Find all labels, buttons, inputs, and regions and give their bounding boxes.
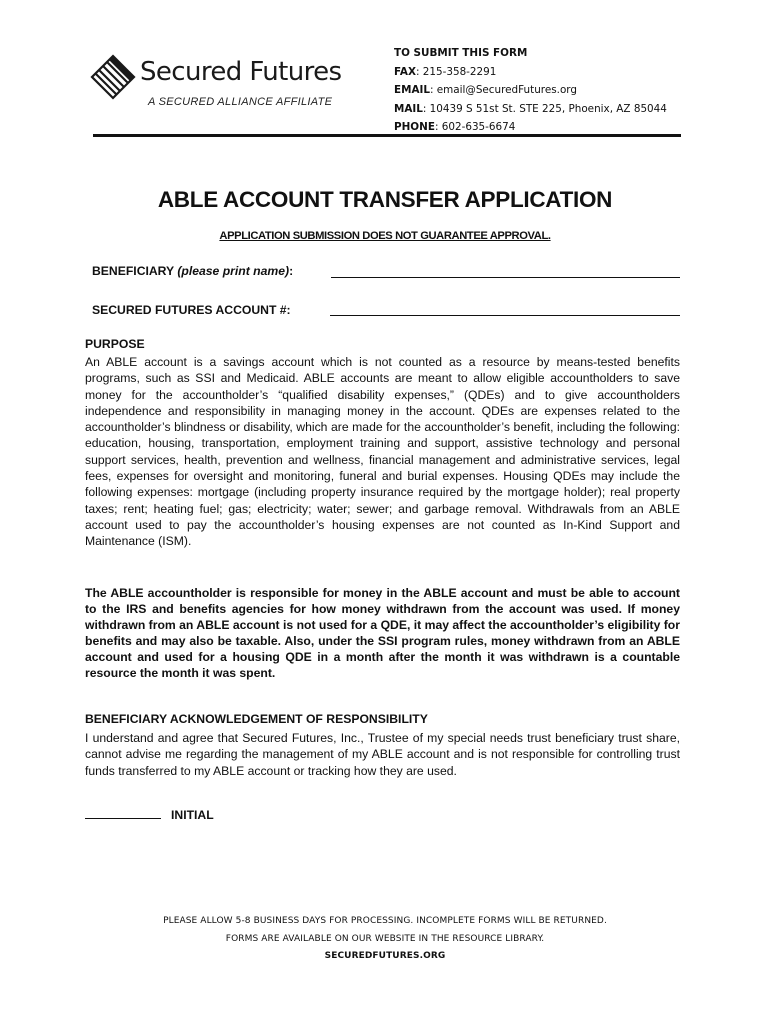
logo-name: Secured Futures [140,57,342,87]
initial-field[interactable] [85,806,161,819]
phone-value: : 602-635-6674 [434,121,516,133]
initial-label: INITIAL [171,808,214,822]
header-divider [93,134,681,137]
mail-label: MAIL [394,102,423,115]
beneficiary-name-field[interactable] [331,277,680,278]
mail-line [394,100,667,119]
account-number-field[interactable] [330,315,680,316]
submission-info [394,44,667,137]
logo-mark-icon [90,54,136,100]
acknowledgement-heading: BENEFICIARY ACKNOWLEDGEMENT OF RESPONSIBILITY [85,712,428,726]
initial-row [85,806,214,822]
form-subtitle: APPLICATION SUBMISSION DOES NOT GUARANTEE APPROVAL. [219,230,551,242]
email-value[interactable]: : email@SecuredFutures.org [429,84,577,96]
purpose-heading: PURPOSE [85,337,145,351]
beneficiary-colon: : [289,264,294,278]
company-logo [90,52,370,114]
beneficiary-label-text: BENEFICIARY [92,264,178,278]
phone-label: PHONE [394,121,435,133]
submit-heading: TO SUBMIT THIS FORM [394,47,528,59]
email-line [394,81,667,100]
fax-value: : 215-358-2291 [415,65,497,78]
email-label: EMAIL [394,84,430,96]
fax-label: FAX [394,65,416,78]
acknowledgement-body: I understand and agree that Secured Futures, Inc., Trustee of my special needs trust beneficiary trust share, cannot advise me regarding the management of my ABLE account and is not responsible for controlling trust funds transferred to my ABLE account or tracking how they are used. [85,731,680,778]
footer-forms-note: FORMS ARE AVAILABLE ON OUR WEBSITE IN THE RESOURCE LIBRARY. [225,934,545,944]
fax-line [394,63,667,82]
logo-tagline: A SECURED ALLIANCE AFFILIATE [148,96,333,108]
purpose-body: An ABLE account is a savings account which is not counted as a resource by means-tested benefits programs, such as SSI and Medicaid. ABLE accounts are meant to allow eligible accountholders to save money for the accountholder’s “qualified disability expenses,” (QDEs) and to give accountholders independence and responsibility in managing money in the account. QDEs are expenses related to the accountholder’s blindness or disability, which are made for the accountholder’s benefit, including the following: education, housing, transportation, employment training and support, assistive technology and personal support services, health, prevention and wellness, financial management and administrative services, legal fees, expenses for oversight and monitoring, funeral and burial expenses. Housing QDEs may include the following expenses: mortgage (including property insurance required by the mortgage holder); real property taxes; rent; heating fuel; gas; electricity; water; sewer; and garbage removal. Withdrawals from an ABLE account used to pay the accountholder’s housing expenses are not counted as In-Kind Support and Maintenance (ISM). [85,355,680,549]
beneficiary-hint: (please print name) [177,264,290,278]
beneficiary-label [92,264,293,278]
footer-processing-note: PLEASE ALLOW 5-8 BUSINESS DAYS FOR PROCESSING. INCOMPLETE FORMS WILL BE RETURNED. [163,916,607,926]
account-label: SECURED FUTURES ACCOUNT #: [92,303,291,317]
form-title: ABLE ACCOUNT TRANSFER APPLICATION [157,187,613,212]
mail-value: : 10439 S 51st St. STE 225, Phoenix, AZ 85044 [422,102,667,115]
footer-website-link[interactable]: SECUREDFUTURES.ORG [324,951,446,961]
purpose-warning: The ABLE accountholder is responsible for money in the ABLE account and must be able to account to the IRS and benefits agencies for how money withdrawn from the account was used. If money withdrawn from an ABLE account is not used for a QDE, it may affect the accountholder’s eligibility for benefits and may also be taxable. Also, under the SSI program rules, money withdrawn from an ABLE account and used for a housing QDE in a month after the month it was withdrawn is a countable resource the month it was spent. [85,586,680,681]
